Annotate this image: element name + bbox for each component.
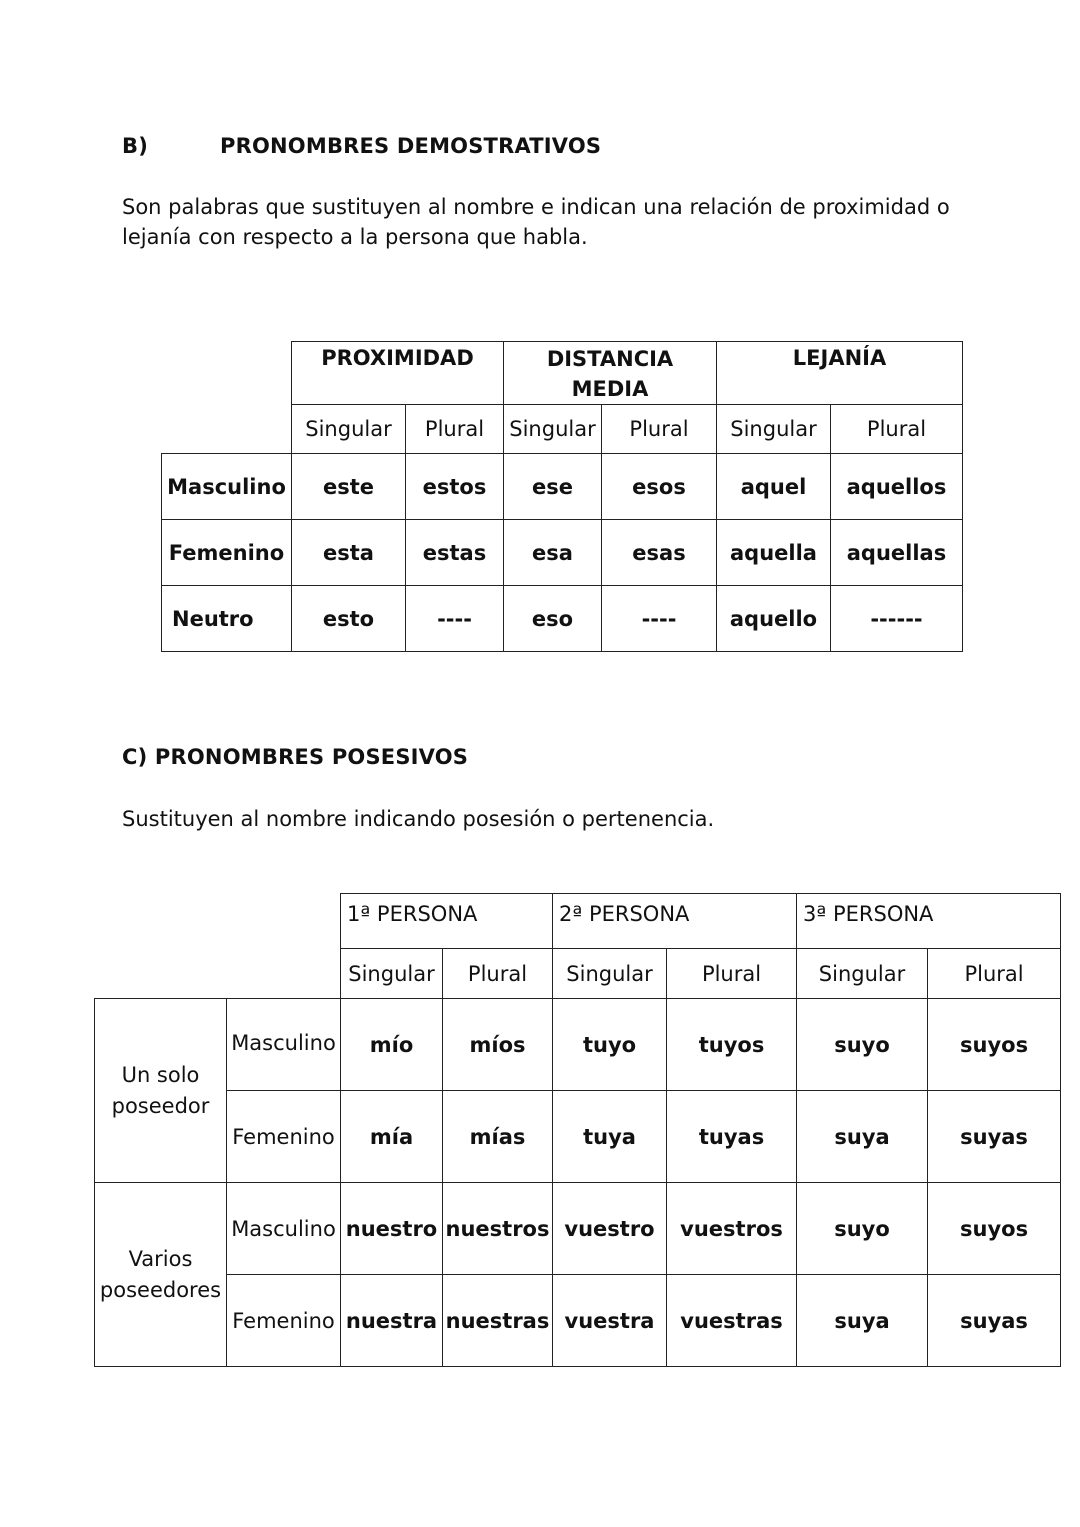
section-b-description — [122, 192, 1002, 252]
owner-group-line: Un solo — [121, 1062, 200, 1087]
table-cell: suya — [797, 1091, 928, 1183]
empty-corner — [227, 949, 341, 999]
table-cell: vuestra — [553, 1275, 667, 1367]
empty-corner — [95, 894, 227, 949]
number-header: Singular — [553, 949, 667, 999]
table-cell: tuyos — [667, 999, 797, 1091]
table-cell: mío — [341, 999, 443, 1091]
table-cell: ------ — [831, 586, 963, 652]
description-line: lejanía con respecto a la persona que habla. — [122, 225, 588, 249]
table-cell: tuya — [553, 1091, 667, 1183]
owner-group-label — [95, 999, 227, 1183]
number-header: Singular — [504, 405, 602, 454]
table-cell: suyo — [797, 1183, 928, 1275]
table-cell: suya — [797, 1275, 928, 1367]
empty-corner — [162, 405, 292, 454]
number-header: Plural — [667, 949, 797, 999]
table-cell: vuestros — [667, 1183, 797, 1275]
table-cell: estos — [406, 454, 504, 520]
table-cell: ese — [504, 454, 602, 520]
table-cell: suyo — [797, 999, 928, 1091]
group-header-line: DISTANCIA — [546, 347, 674, 371]
table-cell: aquello — [717, 586, 831, 652]
description-line: Son palabras que sustituyen al nombre e indican una relación de proximidad o — [122, 195, 950, 219]
table-cell: suyos — [928, 999, 1061, 1091]
section-c-title: C) PRONOMBRES POSESIVOS — [122, 745, 469, 769]
group-header: PROXIMIDAD — [292, 342, 504, 405]
table-cell: mía — [341, 1091, 443, 1183]
table-cell: esas — [602, 520, 717, 586]
table-cell: esto — [292, 586, 406, 652]
gender-label: Femenino — [227, 1091, 341, 1183]
owner-group-label — [95, 1183, 227, 1367]
number-header: Plural — [831, 405, 963, 454]
empty-corner — [95, 949, 227, 999]
row-label: Femenino — [162, 520, 292, 586]
table-cell: esa — [504, 520, 602, 586]
person-header: 3ª PERSONA — [797, 894, 1061, 949]
gender-label: Masculino — [227, 999, 341, 1091]
table-cell: tuyas — [667, 1091, 797, 1183]
gender-label: Femenino — [227, 1275, 341, 1367]
row-label: Masculino — [162, 454, 292, 520]
table-cell: aquel — [717, 454, 831, 520]
table-cell: suyas — [928, 1275, 1061, 1367]
number-header: Singular — [341, 949, 443, 999]
table-cell: ---- — [602, 586, 717, 652]
group-header: LEJANÍA — [717, 342, 963, 405]
section-c-description: Sustituyen al nombre indicando posesión o pertenencia. — [122, 807, 715, 831]
gender-label: Masculino — [227, 1183, 341, 1275]
table-cell: aquellas — [831, 520, 963, 586]
number-header: Singular — [717, 405, 831, 454]
empty-corner — [227, 894, 341, 949]
section-b-title: PRONOMBRES DEMOSTRATIVOS — [220, 134, 602, 158]
number-header: Singular — [292, 405, 406, 454]
table-cell: míos — [443, 999, 553, 1091]
number-header: Plural — [406, 405, 504, 454]
table-cell: este — [292, 454, 406, 520]
table-cell: nuestras — [443, 1275, 553, 1367]
table-cell: esos — [602, 454, 717, 520]
table-cell: suyas — [928, 1091, 1061, 1183]
person-header: 1ª PERSONA — [341, 894, 553, 949]
group-header — [504, 342, 717, 405]
section-b-letter: B) — [122, 134, 149, 158]
table-cell: vuestras — [667, 1275, 797, 1367]
table-cell: eso — [504, 586, 602, 652]
table-cell: tuyo — [553, 999, 667, 1091]
table-cell: nuestros — [443, 1183, 553, 1275]
owner-group-line: poseedores — [99, 1277, 222, 1302]
owner-group-line: poseedor — [111, 1093, 210, 1118]
number-header: Plural — [602, 405, 717, 454]
person-header: 2ª PERSONA — [553, 894, 797, 949]
table-cell: esta — [292, 520, 406, 586]
table-cell: aquella — [717, 520, 831, 586]
number-header: Singular — [797, 949, 928, 999]
table-cell: estas — [406, 520, 504, 586]
number-header: Plural — [443, 949, 553, 999]
row-label: Neutro — [162, 586, 292, 652]
group-header-line: MEDIA — [571, 377, 649, 401]
table-cell: nuestro — [341, 1183, 443, 1275]
possessive-table — [94, 893, 1061, 1367]
table-cell: vuestro — [553, 1183, 667, 1275]
table-cell: mías — [443, 1091, 553, 1183]
empty-corner — [162, 342, 292, 405]
owner-group-line: Varios — [128, 1246, 193, 1271]
number-header: Plural — [928, 949, 1061, 999]
table-cell: ---- — [406, 586, 504, 652]
table-cell: nuestra — [341, 1275, 443, 1367]
demonstrative-table — [161, 341, 963, 652]
table-cell: aquellos — [831, 454, 963, 520]
table-cell: suyos — [928, 1183, 1061, 1275]
